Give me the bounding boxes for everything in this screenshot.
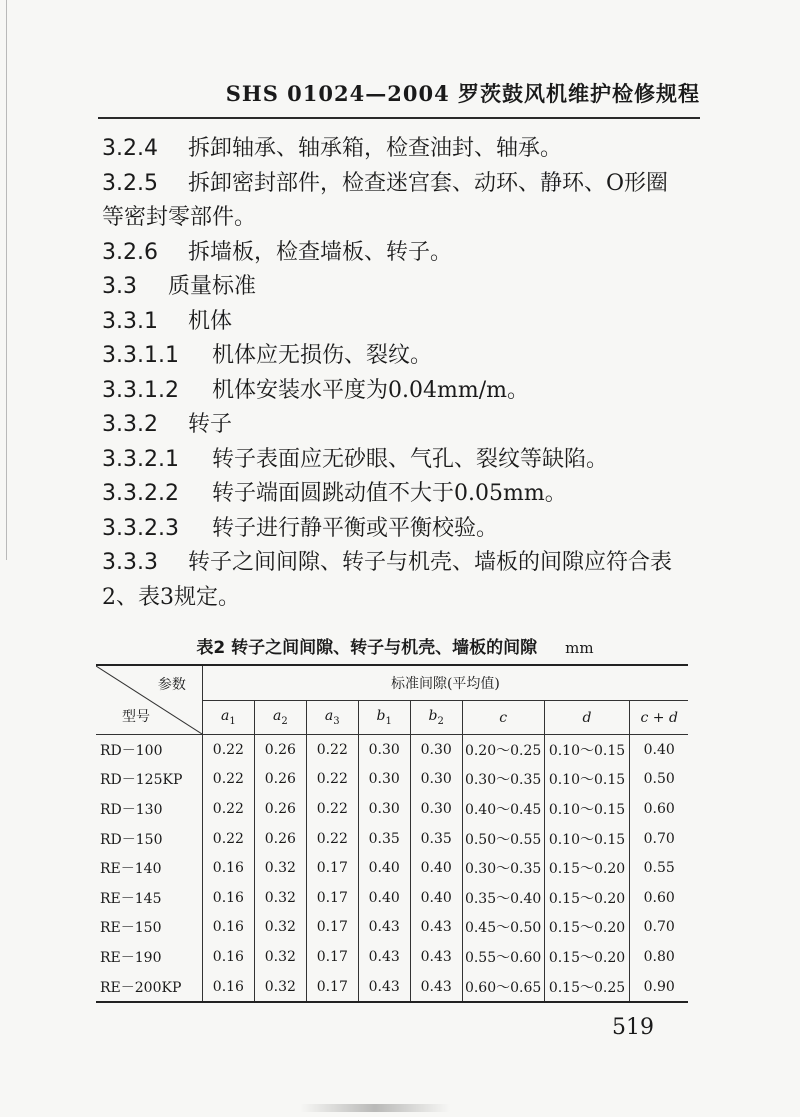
clearance-table — [96, 664, 688, 1003]
value-cell: 0.90 — [630, 972, 688, 1003]
paragraph-line — [102, 546, 702, 581]
model-cell: RD－130 — [96, 794, 202, 824]
value-cell: 0.22 — [306, 794, 358, 824]
paragraph-text: 2、表3规定。 — [102, 584, 240, 610]
paragraph-text: 机体应无损伤、裂纹。 — [212, 343, 433, 368]
table-row — [96, 913, 688, 943]
paragraph-line — [102, 374, 702, 409]
value-cell: 0.10～0.15 — [544, 765, 630, 795]
paragraph-line — [102, 167, 702, 202]
value-cell: 0.43 — [358, 972, 410, 1003]
table-caption-text: 表2 转子之间间隙、转子与机壳、墙板的间隙 — [196, 638, 538, 658]
value-cell: 0.30 — [410, 794, 462, 824]
value-cell: 0.22 — [202, 794, 254, 824]
model-cell: RE－200KP — [96, 972, 202, 1003]
column-header-symbol: b — [376, 708, 386, 725]
paragraph-line — [102, 512, 702, 547]
paragraph-line — [102, 443, 702, 478]
model-cell: RD－150 — [96, 824, 202, 854]
value-cell: 0.32 — [254, 942, 306, 972]
body-text — [102, 132, 702, 615]
column-header — [202, 701, 254, 735]
section-number: 3.2.6 — [102, 239, 158, 265]
table-row — [96, 794, 688, 824]
column-header — [630, 701, 688, 735]
paragraph-line — [102, 201, 702, 236]
paragraph-line — [102, 236, 702, 271]
value-cell: 0.60 — [643, 889, 675, 906]
running-header: SHS 01024—2004 罗茨鼓风机维护检修规程 — [225, 81, 700, 106]
paragraph-line — [102, 408, 702, 443]
value-cell: 0.50 — [643, 771, 675, 788]
model-cell: RE－190 — [96, 942, 202, 972]
column-header-symbol: c — [499, 709, 508, 726]
section-number: 3.2.5 — [102, 170, 158, 196]
value-cell: 0.40 — [358, 853, 410, 883]
value-cell: 0.22 — [306, 824, 358, 854]
paragraph-text: 等密封零部件。 — [102, 205, 257, 230]
value-cell: 0.16 — [202, 883, 254, 913]
column-header-subscript: 2 — [437, 715, 444, 727]
value-cell: 0.17 — [306, 942, 358, 972]
section-number: 3.3.1 — [102, 308, 158, 334]
section-number: 3.3.2.1 — [102, 446, 179, 472]
value-cell: 0.22 — [306, 765, 358, 795]
value-cell: 0.40 — [630, 735, 688, 765]
value-cell: 0.26 — [254, 765, 306, 795]
value-cell: 0.20～0.25 — [462, 735, 544, 765]
corner-param-label: 参数 — [157, 677, 186, 693]
value-cell: 0.15～0.20 — [544, 853, 630, 883]
value-cell: 0.32 — [254, 883, 306, 913]
column-header-subscript: 3 — [333, 715, 340, 727]
column-header-symbol: b — [428, 708, 438, 725]
paragraph-line — [102, 339, 702, 374]
paragraph-line — [102, 305, 702, 340]
column-header — [462, 701, 544, 735]
table-body — [96, 735, 688, 1003]
group-header: 标准间隙(平均值) — [202, 665, 688, 701]
section-number: 3.3.1.1 — [102, 343, 179, 368]
model-cell: RD－100 — [96, 735, 202, 765]
paragraph-text: 转子之间间隙、转子与机壳、墙板的间隙应符合表 — [188, 550, 673, 575]
paragraph-line — [102, 581, 702, 616]
value-cell: 0.16 — [202, 972, 254, 1003]
section-number: 3.3.2.2 — [102, 481, 179, 506]
value-cell: 0.43 — [410, 942, 462, 972]
value-cell: 0.30 — [410, 735, 462, 765]
value-cell: 0.40 — [358, 883, 410, 913]
paragraph-text: 机体安装水平度为0.04mm/m。 — [212, 377, 529, 403]
value-cell: 0.55 — [643, 860, 675, 877]
section-number: 3.3 — [102, 274, 137, 299]
table-row — [96, 853, 688, 883]
table-caption — [100, 633, 690, 658]
scan-smudge — [300, 1104, 450, 1112]
table-row — [96, 942, 688, 972]
value-cell: 0.55～0.60 — [462, 942, 544, 972]
column-header-symbol: a — [324, 708, 334, 725]
value-cell: 0.15～0.20 — [544, 883, 630, 913]
value-cell: 0.32 — [254, 853, 306, 883]
value-cell: 0.43 — [358, 942, 410, 972]
value-cell: 0.30 — [410, 765, 462, 795]
column-header — [410, 701, 462, 735]
value-cell: 0.15～0.20 — [544, 913, 630, 943]
value-cell: 0.17 — [306, 913, 358, 943]
model-cell: RE－145 — [96, 883, 202, 913]
column-header — [544, 701, 630, 735]
page-number: 519 — [612, 1015, 654, 1040]
value-cell: 0.40～0.45 — [462, 794, 544, 824]
value-cell: 0.26 — [254, 794, 306, 824]
column-header-symbol: c + d — [640, 709, 678, 726]
section-number: 3.2.4 — [102, 136, 158, 161]
corner-model-label: 型号 — [122, 709, 150, 725]
value-cell: 0.10～0.15 — [544, 735, 630, 765]
paragraph-text: 转子表面应无砂眼、气孔、裂纹等缺陷。 — [212, 446, 609, 472]
model-cell: RE－150 — [96, 913, 202, 943]
paragraph-line — [102, 270, 702, 305]
value-cell: 0.17 — [306, 853, 358, 883]
value-cell: 0.45～0.50 — [462, 913, 544, 943]
column-header-symbol: a — [272, 708, 282, 725]
value-cell: 0.22 — [202, 765, 254, 795]
paragraph-text: 转子进行静平衡或平衡校验。 — [212, 515, 499, 541]
value-cell: 0.70 — [643, 919, 675, 936]
value-cell: 0.22 — [202, 824, 254, 854]
value-cell: 0.43 — [410, 913, 462, 943]
value-cell: 0.32 — [254, 972, 306, 1003]
model-cell: RE－140 — [96, 853, 202, 883]
section-number: 3.3.1.2 — [102, 377, 179, 403]
value-cell: 0.17 — [306, 972, 358, 1003]
value-cell: 0.30～0.35 — [462, 853, 544, 883]
value-cell: 0.30 — [358, 794, 410, 824]
value-cell: 0.10～0.15 — [544, 794, 630, 824]
value-cell: 0.35 — [410, 824, 462, 854]
table-row — [96, 883, 688, 913]
table-unit: mm — [565, 639, 594, 657]
paragraph-text: 机体 — [188, 308, 233, 334]
section-number: 3.3.2 — [102, 412, 158, 437]
value-cell: 0.15～0.20 — [544, 942, 630, 972]
value-cell: 0.10～0.15 — [544, 824, 630, 854]
column-header-subscript: 1 — [385, 715, 392, 727]
paragraph-text: 拆卸密封部件，检查迷宫套、动环、静环、O形圈 — [188, 170, 669, 196]
value-cell: 0.32 — [254, 913, 306, 943]
paragraph-line — [102, 477, 702, 512]
table-row — [96, 824, 688, 854]
column-header-symbol: a — [221, 708, 230, 725]
value-cell: 0.80 — [643, 948, 675, 965]
paragraph-line — [102, 132, 702, 167]
scan-edge-line — [6, 0, 7, 560]
value-cell: 0.50～0.55 — [462, 824, 544, 854]
value-cell: 0.16 — [202, 942, 254, 972]
value-cell: 0.22 — [202, 735, 254, 765]
value-cell: 0.35 — [358, 824, 410, 854]
value-cell: 0.16 — [202, 853, 254, 883]
table-row — [96, 765, 688, 795]
section-number: 3.3.2.3 — [102, 515, 179, 541]
value-cell: 0.30～0.35 — [462, 765, 544, 795]
value-cell: 0.26 — [254, 824, 306, 854]
column-header — [358, 701, 410, 735]
value-cell: 0.15～0.25 — [544, 972, 630, 1003]
value-cell: 0.30 — [358, 765, 410, 795]
model-cell: RD－125KP — [96, 765, 202, 795]
column-header-subscript: 1 — [229, 715, 236, 727]
value-cell: 0.60 — [643, 800, 675, 817]
paragraph-text: 转子 — [188, 412, 233, 437]
section-number: 3.3.3 — [102, 550, 158, 575]
value-cell: 0.40 — [410, 883, 462, 913]
value-cell: 0.40 — [410, 853, 462, 883]
value-cell: 0.22 — [306, 735, 358, 765]
value-cell: 0.43 — [358, 913, 410, 943]
column-header — [306, 701, 358, 735]
paragraph-text: 转子端面圆跳动值不大于0.05mm。 — [212, 481, 567, 506]
paragraph-text: 拆墙板，检查墙板、转子。 — [188, 239, 453, 265]
column-header-subscript: 2 — [281, 715, 288, 727]
value-cell: 0.43 — [410, 972, 462, 1003]
column-header-symbol: d — [582, 709, 592, 726]
value-cell: 0.70 — [643, 830, 675, 847]
header-rule — [98, 117, 700, 119]
table-row — [96, 735, 688, 765]
table-row — [96, 972, 688, 1003]
value-cell: 0.17 — [306, 883, 358, 913]
paragraph-text: 拆卸轴承、轴承箱，检查油封、轴承。 — [188, 136, 563, 161]
table-corner-cell — [96, 665, 202, 735]
value-cell: 0.16 — [202, 913, 254, 943]
value-cell: 0.35～0.40 — [462, 883, 544, 913]
value-cell: 0.30 — [358, 735, 410, 765]
value-cell: 0.26 — [254, 735, 306, 765]
column-header — [254, 701, 306, 735]
value-cell: 0.60～0.65 — [462, 972, 544, 1003]
paragraph-text: 质量标准 — [168, 274, 257, 299]
